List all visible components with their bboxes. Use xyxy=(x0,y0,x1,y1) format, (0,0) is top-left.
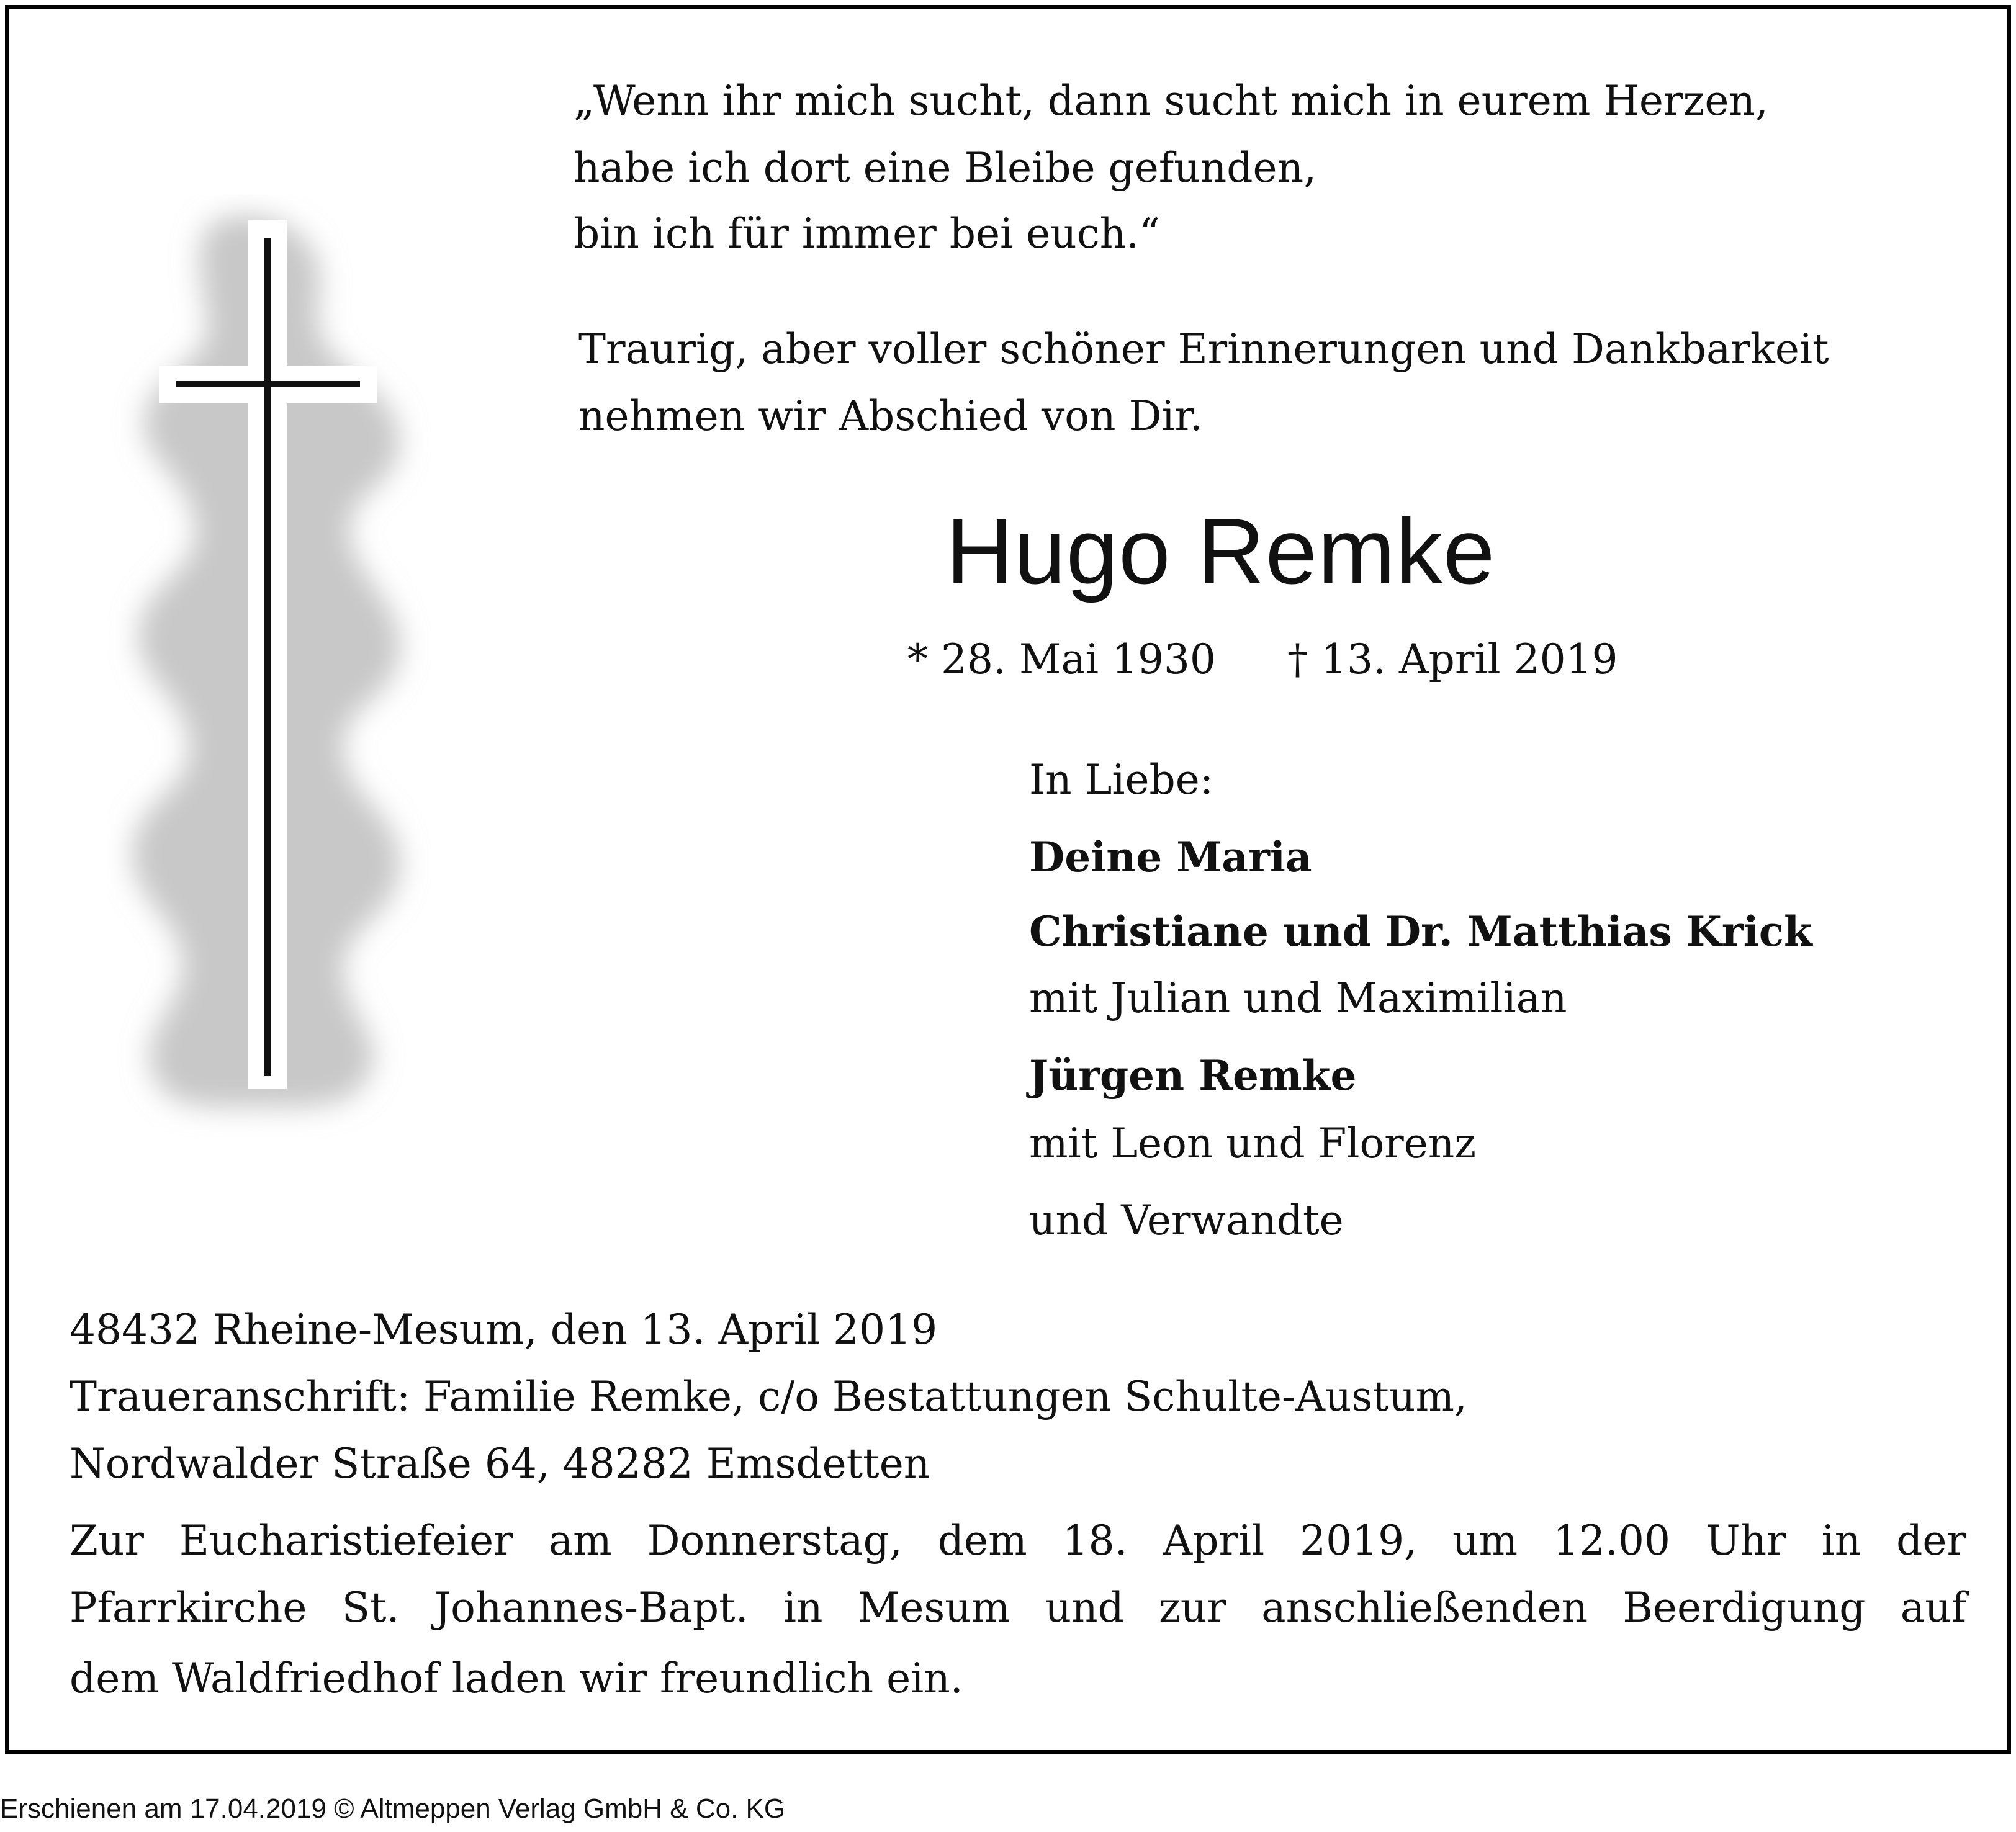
mourner-line-6: und Verwandte xyxy=(1029,1197,1344,1244)
cross-icon xyxy=(108,195,431,1138)
mourner-line-2: Christiane und Dr. Matthias Krick xyxy=(1029,907,1812,956)
quote-line-1: „Wenn ihr mich sucht, dann sucht mich in eurem Herzen, xyxy=(574,77,1768,125)
quote-line-3: bin ich für immer bei euch.“ xyxy=(574,210,1160,258)
quote-line-2: habe ich dort eine Bleibe gefunden, xyxy=(574,144,1317,192)
service-line-3: dem Waldfriedhof laden wir freundlich ein. xyxy=(70,1655,963,1702)
intro-line-1: Traurig, aber voller schöner Erinnerungen und Dankbarkeit xyxy=(578,325,1829,373)
deceased-name: Hugo Remke xyxy=(946,499,1496,603)
obituary-notice xyxy=(5,5,2011,1754)
death-date: † 13. April 2019 xyxy=(1287,635,1618,683)
intro-line-2: nehmen wir Abschied von Dir. xyxy=(578,392,1203,440)
address-line-3: Nordwalder Straße 64, 48282 Emsdetten xyxy=(70,1440,930,1488)
service-line-2: Pfarrkirche St. Johannes-Bapt. in Mesum und zur anschließenden Beerdigung auf xyxy=(70,1584,1966,1632)
publication-footer: Erschienen am 17.04.2019 © Altmeppen Verlag GmbH & Co. KG xyxy=(0,1794,786,1824)
mourners-heading: In Liebe: xyxy=(1029,756,1214,804)
mourner-line-3: mit Julian und Maximilian xyxy=(1029,974,1567,1022)
address-line-1: 48432 Rheine-Mesum, den 13. April 2019 xyxy=(70,1306,938,1354)
birth-date: * 28. Mai 1930 xyxy=(907,635,1216,683)
mourner-line-4: Jürgen Remke xyxy=(1029,1051,1357,1100)
mourner-line-1: Deine Maria xyxy=(1029,833,1312,881)
address-line-2: Traueranschrift: Familie Remke, c/o Bestattungen Schulte-Austum, xyxy=(70,1373,1467,1421)
mourner-line-5: mit Leon und Florenz xyxy=(1029,1120,1477,1167)
service-line-1: Zur Eucharistiefeier am Donnerstag, dem 18. April 2019, um 12.00 Uhr in der xyxy=(70,1517,1966,1565)
